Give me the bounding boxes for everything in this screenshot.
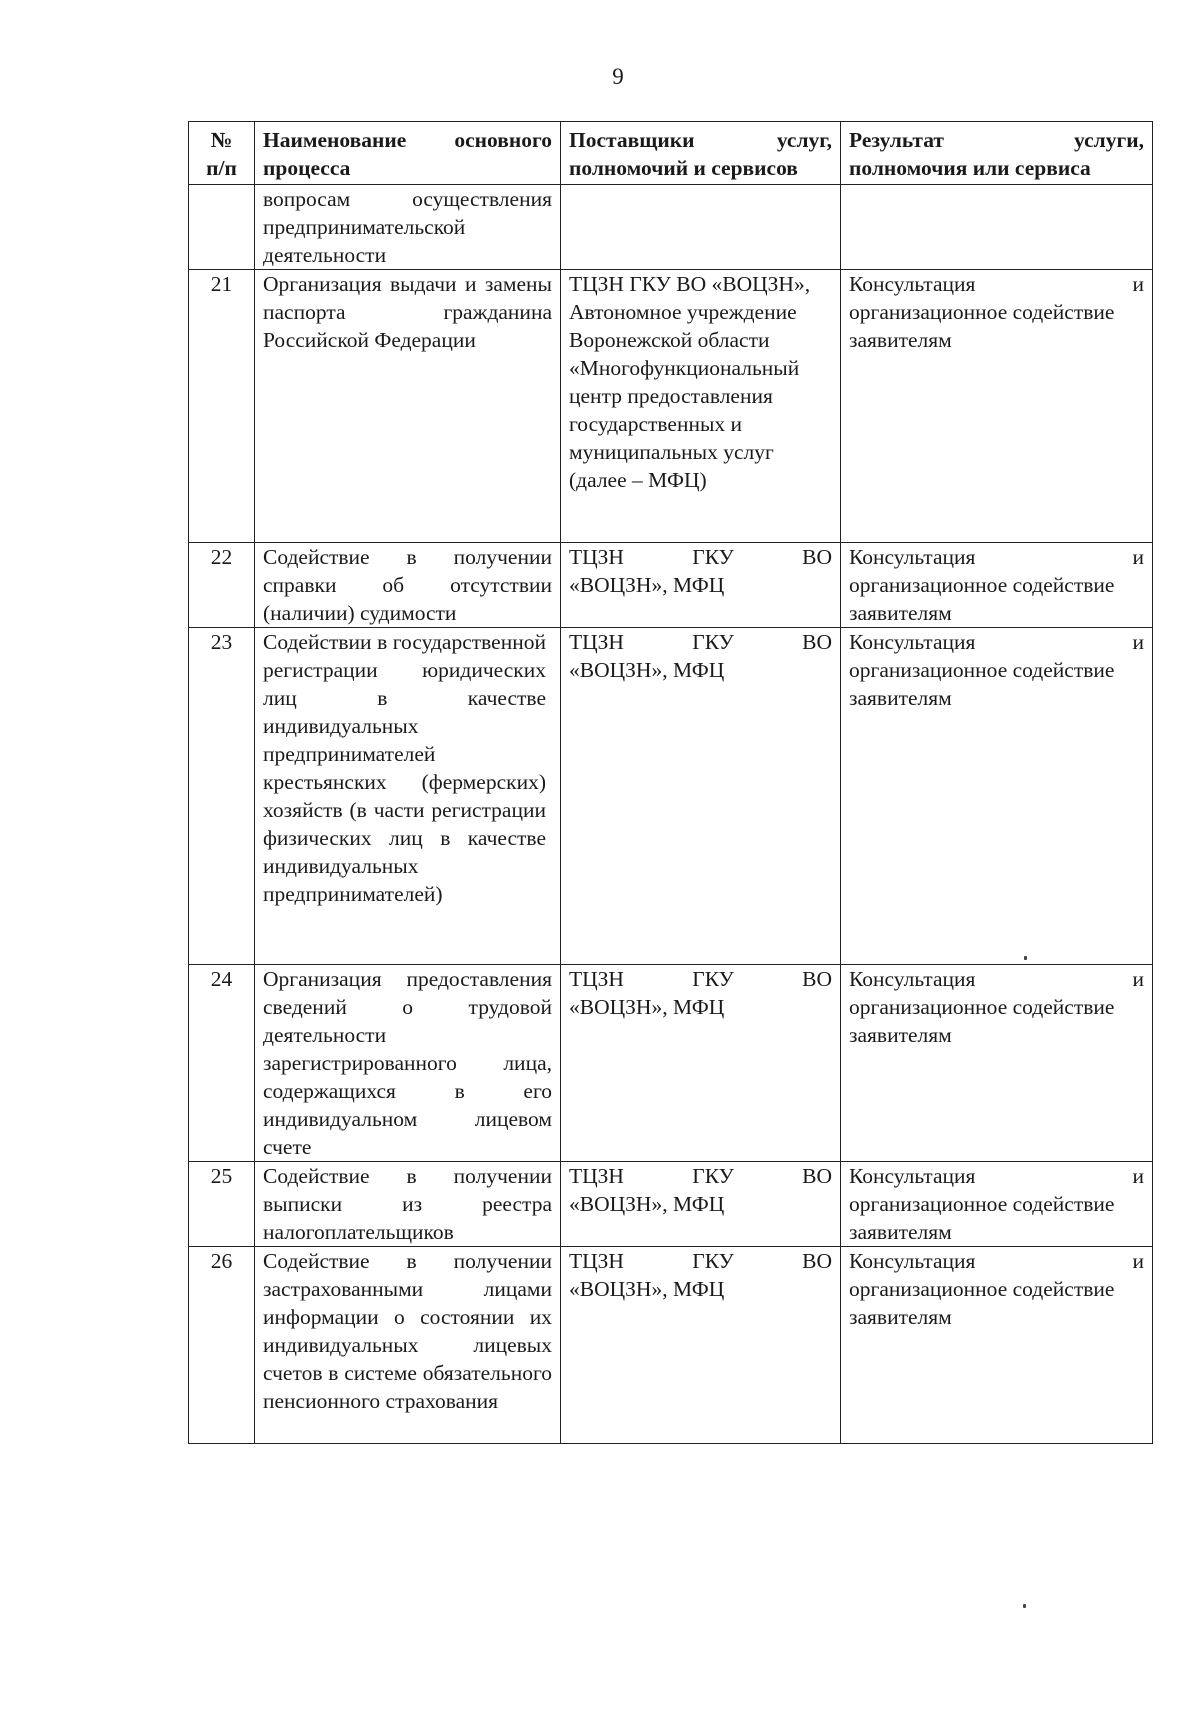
table-row [189,270,1153,543]
table-row [189,965,1153,1162]
row-process-name [255,185,561,270]
row-result-word2: и [1132,1249,1144,1273]
header-process-name-text: Наименование основного процесса [263,128,552,180]
row-number: 24 [189,965,255,1162]
table-row-continued [189,185,1153,270]
row-providers-word1: ТЦЗН [569,545,624,569]
row-result [841,628,1153,965]
row-number: 25 [189,1162,255,1247]
row-process-name [255,1162,561,1247]
row-result [841,1247,1153,1444]
row-providers [561,270,841,543]
header-providers [561,122,841,185]
row-result-word1: Консультация [849,630,976,654]
row-providers [561,628,841,965]
row-result [841,965,1153,1162]
row-result [841,185,1153,270]
row-providers [561,1247,841,1444]
header-providers-line2: полномочий и сервисов [569,156,798,180]
row-process-name [255,543,561,628]
row-result [841,543,1153,628]
header-result-word1: Результат [849,128,944,152]
row-result-rest: организационное содействие заявителям [849,1192,1115,1244]
row-result-word1: Консультация [849,1249,976,1273]
row-process-name-text: Организация выдачи и замены паспорта гражданина Российской Федерации [263,272,552,352]
row-result-word1: Консультация [849,1164,976,1188]
row-providers-word2: ГКУ [692,545,734,569]
table-row [189,543,1153,628]
row-result-rest: организационное содействие заявителям [849,1277,1115,1329]
row-number: 21 [189,270,255,543]
page-number: 9 [612,64,624,89]
row-providers-line2: «ВОЦЗН», МФЦ [569,658,725,682]
row-result-word1: Консультация [849,272,976,296]
row-result [841,270,1153,543]
row-providers-line2: «ВОЦЗН», МФЦ [569,1277,725,1301]
header-providers-word2: услуг, [776,128,832,152]
header-number-line1: № [210,128,233,152]
scan-speck [1023,1604,1026,1608]
row-number: 22 [189,543,255,628]
row-result-word2: и [1132,272,1144,296]
scan-speck [1024,956,1027,960]
row-providers [561,543,841,628]
row-result-word1: Консультация [849,545,976,569]
row-process-name-text: Содействие в получении выписки из реестра налогоплательщиков [263,1164,552,1244]
row-providers-word2: ГКУ [692,967,734,991]
row-providers-word3: ВО [802,1164,832,1188]
row-process-name-text: вопросам осуществления предпринимательской деятельности [263,187,552,267]
table-row [189,1162,1153,1247]
row-number-cell [189,185,255,270]
header-number-line2: п/п [206,156,237,180]
row-providers-word3: ВО [802,1249,832,1273]
row-providers-word3: ВО [802,545,832,569]
row-providers-word1: ТЦЗН [569,967,624,991]
row-providers [561,185,841,270]
row-providers-word1: ТЦЗН [569,1249,624,1273]
row-result [841,1162,1153,1247]
row-providers-word2: ГКУ [692,1249,734,1273]
header-result [841,122,1153,185]
row-result-rest: организационное содействие заявителям [849,573,1115,625]
row-number: 23 [189,628,255,965]
row-providers-line2: «ВОЦЗН», МФЦ [569,995,725,1019]
row-providers-word1: ТЦЗН [569,630,624,654]
row-providers [561,1162,841,1247]
row-result-rest: организационное содействие заявителям [849,995,1115,1047]
row-result-word1: Консультация [849,967,976,991]
table-row [189,628,1153,965]
header-process-name [255,122,561,185]
row-providers-word3: ВО [802,630,832,654]
row-result-word2: и [1132,545,1144,569]
table-header-row [189,122,1153,185]
row-process-name-text: Содействии в государственной регистрации юридических лиц в качестве индивидуальных предпринимателей крестьянских (фермерских) хозяйств (в части регистрации физических лиц в качестве индивидуальных предпринимателей) [263,630,546,906]
row-result-word2: и [1132,630,1144,654]
row-result-rest: организационное содействие заявителям [849,658,1115,710]
row-process-name-text: Организация предоставления сведений о трудовой деятельности зарегистрированного лица, содержащихся в его индивидуальном лицевом счете [263,967,552,1159]
row-process-name-text: Содействие в получении застрахованными лицами информации о состоянии их индивидуальных лицевых счетов в системе обязательного пенсионного страхования [263,1249,552,1413]
row-providers-word3: ВО [802,967,832,991]
row-process-name [255,628,561,965]
row-providers-text: ТЦЗН ГКУ ВО «ВОЦЗН», Автономное учреждение Воронежской области «Многофункциональный центр предоставления государственных и муниципальных услуг (далее – МФЦ) [569,272,811,492]
header-result-line2: полномочия или сервиса [849,156,1091,180]
header-result-word2: услуги, [1074,128,1144,152]
header-providers-word1: Поставщики [569,128,695,152]
row-result-word2: и [1132,1164,1144,1188]
row-process-name [255,270,561,543]
row-result-word2: и [1132,967,1144,991]
row-providers-line2: «ВОЦЗН», МФЦ [569,573,725,597]
row-process-name-text: Содействие в получении справки об отсутствии (наличии) судимости [263,545,552,625]
services-table [188,121,1153,1444]
row-providers-word2: ГКУ [692,1164,734,1188]
table-row [189,1247,1153,1444]
row-process-name [255,1247,561,1444]
row-process-name [255,965,561,1162]
row-providers-word1: ТЦЗН [569,1164,624,1188]
row-providers [561,965,841,1162]
row-result-rest: организационное содействие заявителям [849,300,1115,352]
row-number: 26 [189,1247,255,1444]
row-providers-line2: «ВОЦЗН», МФЦ [569,1192,725,1216]
header-number [189,122,255,185]
row-providers-word2: ГКУ [692,630,734,654]
